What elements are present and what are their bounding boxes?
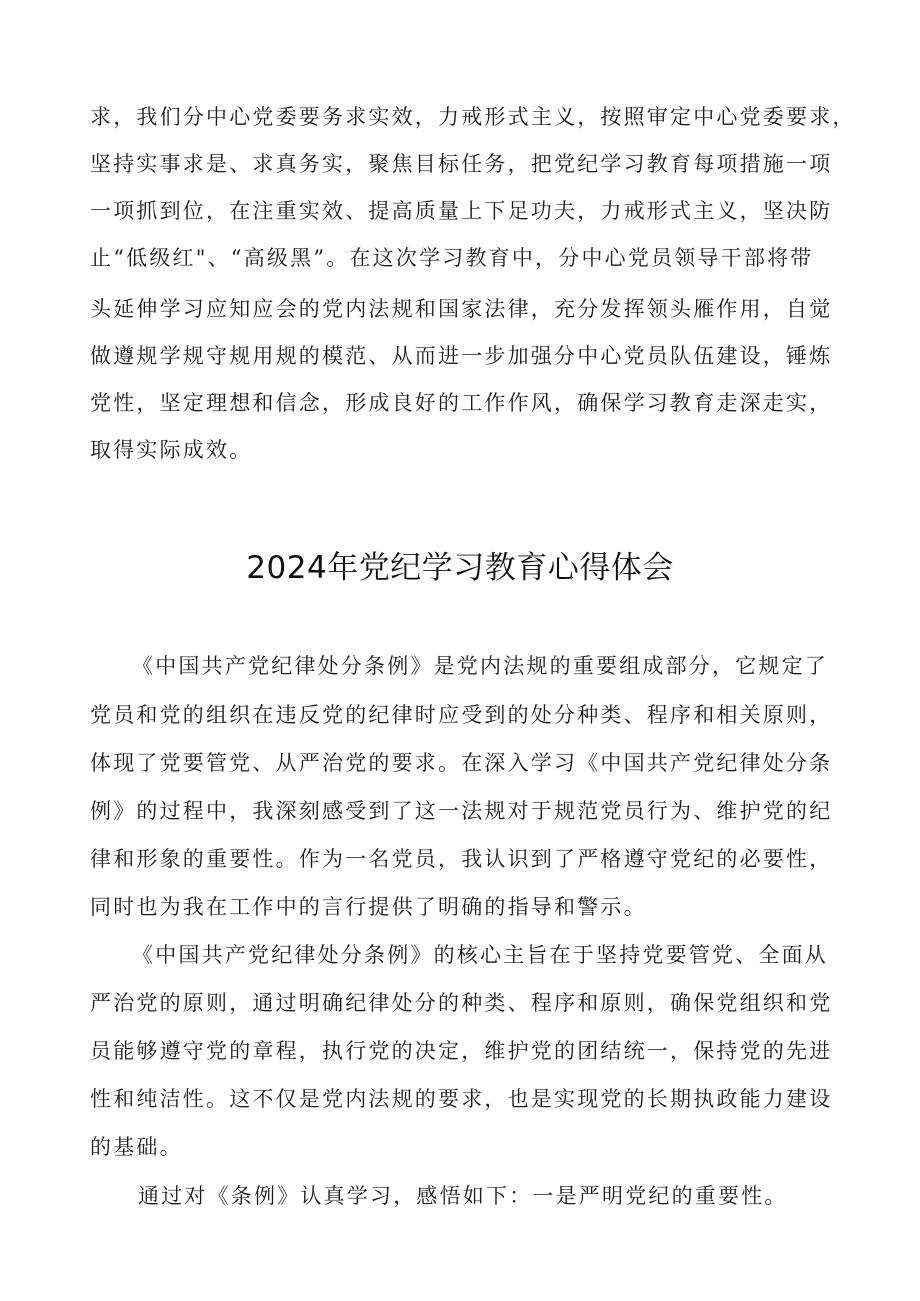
text-line: 《中国共产党纪律处分条例》是党内法规的重要组成部分，它规定了 [132,654,828,678]
text-line: 律和形象的重要性。作为一名党员，我认识到了严格遵守党纪的必要性， [90,847,833,871]
text-line: 取得实际成效。 [90,438,253,462]
text-line: 性和纯洁性。这不仅是党内法规的要求，也是实现党的长期执政能力建设 [90,1087,833,1111]
text-line: 员能够遵守党的章程，执行党的决定，维护党的团结统一，保持党的先进 [90,1039,833,1063]
text-line: 党员和党的组织在违反党的纪律时应受到的处分种类、程序和相关原则， [90,703,833,727]
text-line: 头延伸学习应知应会的党内法规和国家法律，充分发挥领头雁作用，自觉 [90,297,833,321]
text-line: 坚持实事求是、求真务实，聚焦目标任务，把党纪学习教育每项措施一项 [90,152,833,176]
page-title: 2024年党纪学习教育心得体会 [246,550,674,586]
text-line: 党性，坚定理想和信念，形成良好的工作作风，确保学习教育走深走实， [90,391,833,415]
text-line: 例》的过程中，我深刻感受到了这一法规对于规范党员行为、维护党的纪 [90,799,833,823]
text-line: 同时也为我在工作中的言行提供了明确的指导和警示。 [90,895,647,919]
text-line: 通过对《条例》认真学习，感悟如下：一是严明党纪的重要性。 [138,1184,788,1208]
text-line: 求，我们分中心党委要务求实效，力戒形式主义，按照审定中心党委要求， [90,105,856,129]
text-line: 止“低级红"、“高级黑”。在这次学习教育中，分中心党员领导干部将带 [90,246,814,270]
text-line: 一项抓到位，在注重实效、提高质量上下足功夫，力戒形式主义，坚决防 [90,199,833,223]
text-line: 做遵规学规守规用规的模范、从而进一步加强分中心党员队伍建设，锤炼 [90,344,833,368]
text-line: 《中国共产党纪律处分条例》的核心主旨在于坚持党要管党、全面从 [132,943,828,967]
text-line: 的基础。 [90,1135,183,1159]
text-line: 严治党的原则，通过明确纪律处分的种类、程序和原则，确保党组织和党 [90,991,833,1015]
text-line: 体现了党要管党、从严治党的要求。在深入学习《中国共产党纪律处分条 [90,751,833,775]
